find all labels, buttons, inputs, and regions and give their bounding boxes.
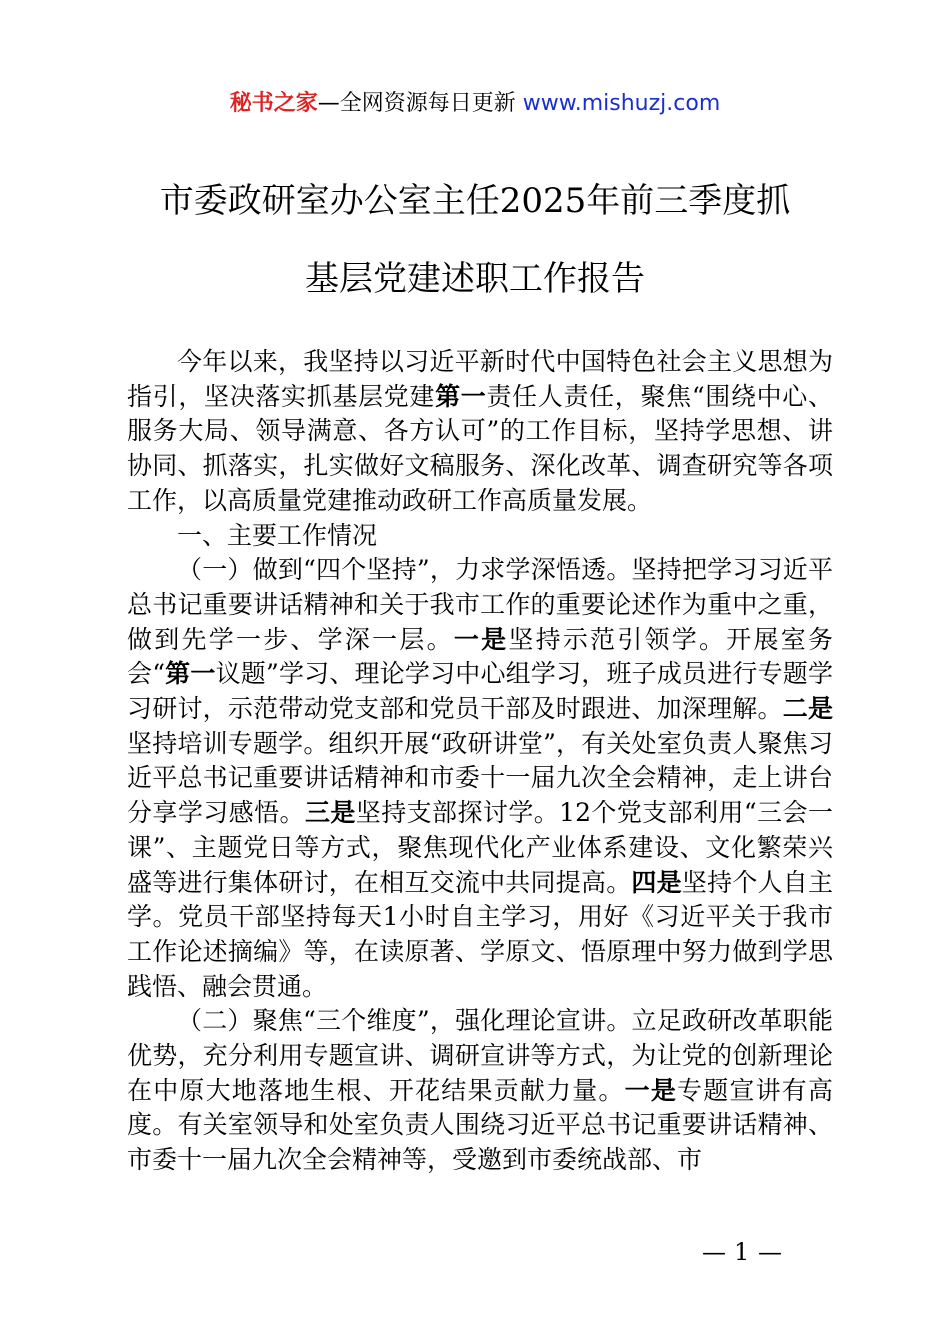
text-run: 坚持个人自主学。党员干部坚持每天1小时自主学习，用好《习近平关于我市工作论述摘编》等，在读原著、学原文、悟原理中努力做到学思践悟、融会贯通。 [127,867,833,1001]
banner-url-link[interactable]: www.mishuzj.com [522,91,721,116]
page-dash-right: — [758,1238,782,1266]
paragraph-section-1-2 [127,1004,833,1178]
title-line-1: 市委政研室办公室主任2025年前三季度抓 [159,181,791,221]
text-run: 坚持培训专题学。组织开展“政研讲堂”，有关处室负责人聚焦习近平总书记重要讲话精神和市委十一届九次全会精神，走上讲台分享学习感悟。 [127,728,833,828]
bold-run: 三是 [304,798,356,828]
document-title [0,162,950,318]
bold-run: 二是 [782,694,833,724]
bold-run: 第一 [435,381,487,411]
page-number: 1 [734,1238,750,1266]
text-run: 专题宣讲有高度。有关室领导和处室负责人围绕习近平总书记重要讲话精神、市委十一届九次全会精神等，受邀到市委统战部、市 [127,1075,833,1175]
section-heading-1: 一、主要工作情况 [177,520,378,550]
bold-run: 一是 [453,624,509,654]
text-run: 坚持示范引领学。开展室务会“ [127,624,833,689]
banner-slogan: —全网资源每日更新 [317,91,516,116]
text-run: 责任人责任，聚焦“围绕中心、服务大局、领导满意、各方认可”的工作目标，坚持学思想、讲协同、抓落实，扎实做好文稿服务、深化改革、调查研究等各项工作，以高质量党建推动政研工作高质量发展。 [127,381,833,515]
text-run: 坚持支部探讨学。12个党支部利用“三会一课”、主题党日等方式，聚焦现代化产业体系建设、文化繁荣兴盛等进行集体研讨，在相互交流中共同提高。 [127,798,833,897]
title-line-2: 基层党建述职工作报告 [305,259,645,299]
site-banner [0,86,950,117]
text-run: 议题”学习、理论学习中心组学习，班子成员进行专题学习研讨，示范带动党支部和党员干部及时跟进、加深理解。 [127,659,833,724]
text-run: （二）聚焦“三个维度”，强化理论宣讲。立足政研改革职能优势，充分利用专题宣讲、调研宣讲等方式，为让党的创新理论在中原大地落地生根、开花结果贡献力量。 [127,1006,833,1105]
page-dash-left: — [702,1238,726,1266]
paragraph-section-1-1 [127,553,833,1004]
document-body [127,345,833,1178]
bold-run: 一是 [624,1075,678,1105]
bold-run: 第一 [164,659,216,689]
text-run: 今年以来，我坚持以习近平新时代中国特色社会主义思想为指引，坚决落实抓基层党建 [127,347,833,411]
text-run: （一）做到“四个坚持”，力求学深悟透。坚持把学习习近平总书记重要讲话精神和关于我市工作的重要论述作为重中之重，做到先学一步、学深一层。 [127,555,833,654]
paragraph-intro [127,345,833,519]
banner-brand: 秘书之家 [229,91,318,116]
bold-run: 四是 [631,867,682,897]
